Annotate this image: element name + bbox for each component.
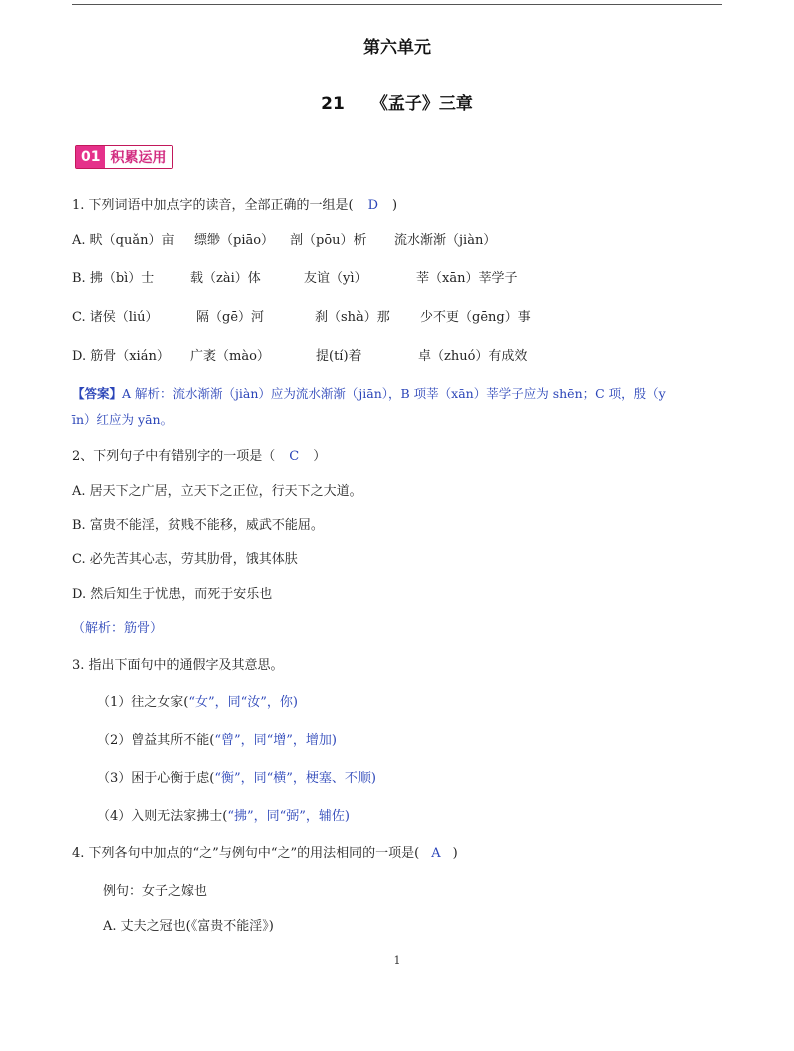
q1-b-2: 载（zài）体: [190, 271, 261, 286]
q3-item-2: [97, 729, 337, 748]
unit-title: 第六单元: [363, 38, 431, 58]
q4-answer: A: [431, 846, 441, 861]
page-number: 1: [393, 954, 401, 967]
q1-a-3: 剖（pōu）析: [290, 233, 367, 248]
lesson-title: [0, 89, 794, 114]
section-label: 积累运用: [105, 146, 172, 168]
section-number: 01: [76, 146, 105, 168]
q3-item-3-answer: “衡”，同“横”，梗塞、不顺): [214, 771, 376, 786]
q1-b-3: 友谊（yì）: [304, 271, 368, 286]
q1-c-3: 刹（shà）那: [315, 310, 390, 325]
q1-d-4: 卓（zhuó）有成效: [418, 349, 528, 364]
lesson-number: 21: [321, 94, 345, 114]
q2-close: ）: [313, 449, 327, 464]
q1-a-1: A. 畎（quǎn）亩: [72, 233, 175, 248]
q2-stem: 2、下列句子中有错别字的一项是（: [72, 449, 276, 464]
q3-item-2-text: （2）曾益其所不能(: [97, 733, 215, 748]
q3-item-4: [97, 805, 350, 824]
q1-c-4: 少不更（gēng）事: [420, 310, 531, 325]
q2-option-c: C. 必先苦其心志，劳其肋骨，饿其体肤: [72, 552, 298, 567]
q1-close: ): [392, 198, 398, 213]
q3-item-1-text: （1）往之女家(: [97, 695, 189, 710]
answer-tag: 【答案】: [72, 386, 123, 401]
q1-explanation-line1: [72, 384, 666, 402]
header-rule: [72, 4, 722, 5]
lesson-name: 《孟子》三章: [370, 94, 473, 114]
q1-option-a: [72, 229, 496, 248]
q3-item-4-text: （4）入则无法家拂士(: [97, 809, 228, 824]
q1-explanation-text: A 解析：流水渐渐（jiàn）应为流水渐渐（jiān），B 项莘（xān）莘学子应为 shēn；C 项，殷（y: [122, 386, 666, 401]
q1-c-2: 隔（gē）河: [196, 310, 265, 325]
q2-option-a: A. 居天下之广居，立天下之正位，行天下之大道。: [72, 484, 363, 499]
q2-option-b: B. 富贵不能淫，贫贱不能移，威武不能屈。: [72, 518, 324, 533]
q4-example: 例句：女子之嫁也: [103, 884, 208, 899]
q2-answer: C: [289, 449, 300, 464]
q4-close: ): [452, 846, 458, 861]
q3-stem: 3. 指出下面句中的通假字及其意思。: [72, 658, 284, 673]
q2-explanation: （解析：筋骨）: [72, 621, 164, 636]
q1-option-c: [72, 306, 531, 325]
q3-item-3-text: （3）困于心衡于虑(: [97, 771, 215, 786]
q1-a-4: 流水渐渐（jiàn）: [394, 233, 497, 248]
q1-b-4: 莘（xān）莘学子: [416, 271, 518, 286]
q1-c-1: C. 诸侯（liú）: [72, 310, 159, 325]
q1-answer: D: [367, 198, 379, 213]
q3-item-3: [97, 767, 376, 786]
q4-option-a: A. 丈夫之冠也(《富贵不能淫》): [103, 919, 274, 934]
q3-item-1-answer: “女”，同“汝”，你): [188, 695, 298, 710]
section-badge: [75, 145, 173, 169]
q3-item-2-answer: “曾”，同“增”，增加): [214, 733, 337, 748]
q1-stem-line: [72, 194, 397, 213]
q4-stem: 4. 下列各句中加点的“之”与例句中“之”的用法相同的一项是(: [72, 846, 420, 861]
q1-option-d: [72, 345, 527, 364]
q3-item-1: [97, 691, 298, 710]
q1-explanation-line2: īn）红应为 yān。: [72, 412, 174, 427]
q3-item-4-answer: “拂”，同“弼”，辅佐): [227, 809, 350, 824]
q1-d-2: 广袤（mào）: [190, 349, 270, 364]
q4-stem-line: [72, 842, 458, 861]
q1-b-1: B. 拂（bì）士: [72, 271, 155, 286]
q2-stem-line: [72, 445, 326, 464]
q1-stem: 1. 下列词语中加点字的读音，全部正确的一组是(: [72, 198, 354, 213]
q1-option-b: [72, 267, 517, 286]
q1-d-1: D. 筋骨（xián）: [72, 349, 170, 364]
q1-d-3: 提(tí)着: [316, 349, 362, 364]
q1-a-2: 缥缈（piāo）: [194, 233, 275, 248]
q2-option-d: D. 然后知生于忧患，而死于安乐也: [72, 587, 273, 602]
